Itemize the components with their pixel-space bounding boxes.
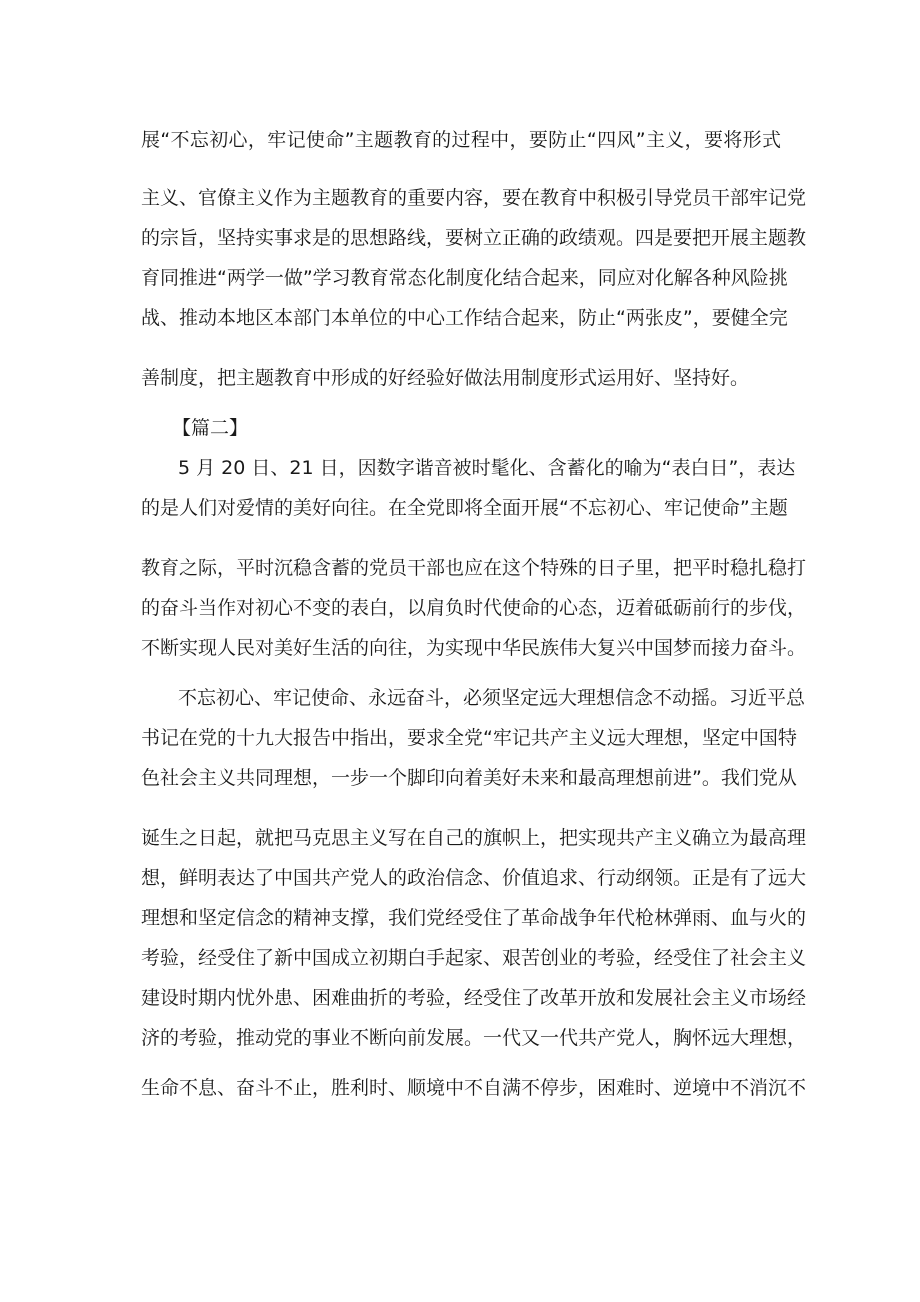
paragraph-3-line-6: 理想和坚定信念的精神支撑，我们党经受住了革命战争年代枪林弹雨、血与火的 — [141, 907, 807, 929]
paragraph-2-line-5: 不断实现人民对美好生活的向往，为实现中华民族伟大复兴中国梦而接力奋斗。 — [141, 637, 807, 659]
paragraph-1-line-5: 战、推动本地区本部门本单位的中心工作结合起来，防止“两张皮”，要健全完 — [141, 307, 788, 329]
paragraph-1-line-6: 善制度，把主题教育中形成的好经验好做法用制度形式运用好、坚持好。 — [141, 367, 750, 389]
section-heading: 【篇二】 — [172, 417, 249, 439]
paragraph-1-line-4: 育同推进“两学一做”学习教育常态化制度化结合起来，同应对化解各种风险挑 — [141, 267, 788, 289]
paragraph-3-line-4: 诞生之日起，就把马克思主义写在自己的旗帜上，把实现共产主义确立为最高理 — [141, 827, 807, 849]
paragraph-3-line-8: 建设时期内忧外患、困难曲折的考验，经受住了改革开放和发展社会主义市场经 — [141, 987, 807, 1009]
paragraph-3-line-3: 色社会主义共同理想，一步一个脚印向着美好未来和最高理想前进”。我们党从 — [141, 767, 797, 789]
paragraph-3-line-9: 济的考验，推动党的事业不断向前发展。一代又一代共产党人，胸怀远大理想， — [141, 1027, 807, 1049]
paragraph-2-line-1: 5 月 20 日、21 日，因数字谐音被时髦化、含蓄化的喻为“表白日”，表达 — [178, 457, 796, 479]
paragraph-3-line-1: 不忘初心、牢记使命、永远奋斗，必须坚定远大理想信念不动摇。习近平总 — [178, 687, 806, 709]
paragraph-3-line-2: 书记在党的十九大报告中指出，要求全党“牢记共产主义远大理想，坚定中国特 — [141, 727, 797, 749]
paragraph-1-line-2: 主义、官僚主义作为主题教育的重要内容，要在教育中积极引导党员干部牢记党 — [141, 187, 807, 209]
paragraph-3-line-5: 想，鲜明表达了中国共产党人的政治信念、价值追求、行动纲领。正是有了远大 — [141, 867, 807, 889]
paragraph-2-line-2: 的是人们对爱情的美好向往。在全党即将全面开展“不忘初心、牢记使命”主题 — [141, 497, 788, 519]
paragraph-1-line-3: 的宗旨，坚持实事求是的思想路线，要树立正确的政绩观。四是要把开展主题教 — [141, 227, 807, 249]
paragraph-3-line-7: 考验，经受住了新中国成立初期白手起家、艰苦创业的考验，经受住了社会主义 — [141, 947, 807, 969]
paragraph-2-line-3: 教育之际，平时沉稳含蓄的党员干部也应在这个特殊的日子里，把平时稳扎稳打 — [141, 557, 807, 579]
paragraph-3-line-10: 生命不息、奋斗不止，胜利时、顺境中不自满不停步，困难时、逆境中不消沉不 — [141, 1077, 807, 1099]
paragraph-2-line-4: 的奋斗当作对初心不变的表白，以肩负时代使命的心态，迈着砥砺前行的步伐， — [141, 597, 807, 619]
paragraph-1-line-1: 展“不忘初心，牢记使命”主题教育的过程中，要防止“四风”主义，要将形式 — [141, 129, 781, 151]
